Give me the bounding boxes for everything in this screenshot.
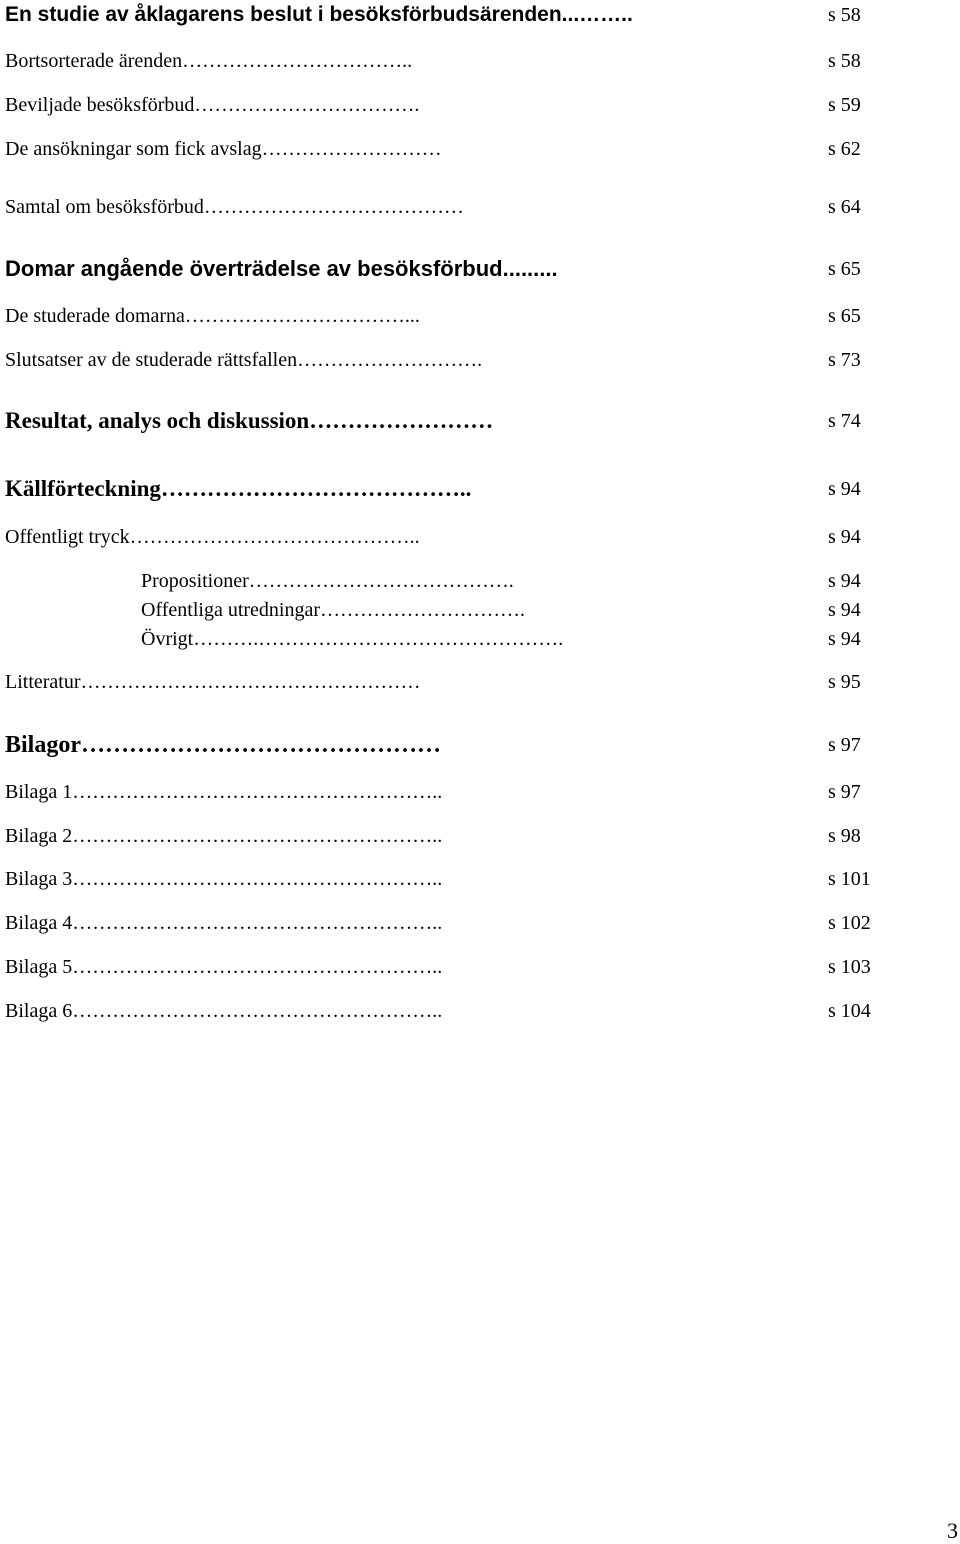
toc-entry-page: s 98 — [828, 825, 861, 847]
toc-entry — [0, 301, 960, 331]
toc-entry-page: s 62 — [828, 138, 861, 160]
toc-entry-page: s 102 — [828, 912, 871, 934]
toc-entry — [0, 90, 960, 120]
toc-entry-page: s 64 — [828, 196, 861, 218]
toc-entry-label: Propositioner…………………………………. — [141, 570, 514, 592]
toc-entry-page: s 65 — [828, 305, 861, 327]
toc-entry — [0, 192, 960, 222]
toc-entry-label: Bilaga 4……………………………………………….. — [5, 912, 443, 934]
toc-entry-page: s 103 — [828, 956, 871, 978]
toc-entry-label: Bilaga 5……………………………………………….. — [5, 956, 443, 978]
toc-entry-page: s 104 — [828, 1000, 871, 1022]
toc-entry-page: s 97 — [828, 781, 861, 803]
toc-entry-page: s 95 — [828, 671, 861, 693]
toc-entry-page: s 97 — [828, 734, 861, 756]
toc-entry — [0, 908, 960, 938]
toc-entry-label: De ansökningar som fick avslag……………………… — [5, 138, 442, 160]
toc-entry-page: s 58 — [828, 50, 861, 72]
toc-entry — [0, 864, 960, 894]
toc-entry — [0, 667, 960, 697]
toc-entry — [0, 566, 960, 596]
toc-entry-label: Offentligt tryck…………………………………….. — [5, 526, 420, 548]
toc-entry-label: Beviljade besöksförbud……………………………. — [5, 94, 420, 116]
toc-entry-page: s 94 — [828, 599, 861, 621]
toc-entry-label: De studerade domarna……………………………... — [5, 305, 420, 327]
toc-entry — [0, 254, 960, 284]
toc-entry-label: Bortsorterade ärenden…………………………….. — [5, 50, 413, 72]
toc-entry-label: Offentliga utredningar…………………………. — [141, 599, 526, 621]
toc-entry-label: Resultat, analys och diskussion…………………… — [5, 408, 494, 433]
toc-entry-label: Bilaga 3……………………………………………….. — [5, 868, 443, 890]
toc-entry — [0, 0, 960, 30]
toc-entry — [0, 777, 960, 807]
toc-entry-page: s 59 — [828, 94, 861, 116]
toc-entry — [0, 624, 960, 654]
toc-entry-page: s 73 — [828, 349, 861, 371]
toc-entry-page: s 58 — [828, 4, 861, 26]
toc-entry-label: Bilaga 2……………………………………………….. — [5, 825, 443, 847]
toc-entry — [0, 474, 960, 504]
toc-entry — [0, 406, 960, 436]
toc-entry-page: s 101 — [828, 868, 871, 890]
toc-entry-label: Bilaga 6……………………………………………….. — [5, 1000, 443, 1022]
toc-entry-label: Bilagor……………………………………… — [5, 732, 441, 758]
toc-entry — [0, 134, 960, 164]
toc-entry-page: s 94 — [828, 570, 861, 592]
toc-entry-page: s 94 — [828, 478, 861, 500]
toc-entry — [0, 821, 960, 851]
toc-entry-page: s 94 — [828, 628, 861, 650]
toc-entry-label: En studie av åklagarens beslut i besöksförbudsärenden...…….. — [5, 3, 633, 26]
toc-entry-label: Slutsatser av de studerade rättsfallen………………………. — [5, 349, 483, 371]
toc-entry-label: Samtal om besöksförbud………………………………… — [5, 196, 464, 218]
toc-entry-label: Bilaga 1……………………………………………….. — [5, 781, 443, 803]
toc-entry — [0, 522, 960, 552]
toc-entry-label: Litteratur…………………………………………… — [5, 671, 421, 693]
toc-entry-page: s 94 — [828, 526, 861, 548]
toc-entry — [0, 345, 960, 375]
toc-entry — [0, 996, 960, 1026]
toc-entry — [0, 952, 960, 982]
toc-entry-page: s 65 — [828, 258, 861, 280]
toc-entry — [0, 730, 960, 760]
toc-entry-label: Övrigt……….………………………………………. — [141, 628, 564, 650]
page-number: 3 — [947, 1518, 958, 1543]
toc-entry-label: Källförteckning………………………………….. — [5, 476, 472, 501]
toc-entry-page: s 74 — [828, 410, 861, 432]
toc-entry — [0, 46, 960, 76]
toc-entry — [0, 595, 960, 625]
toc-entry-label: Domar angående överträdelse av besöksförbud......... — [5, 256, 558, 281]
